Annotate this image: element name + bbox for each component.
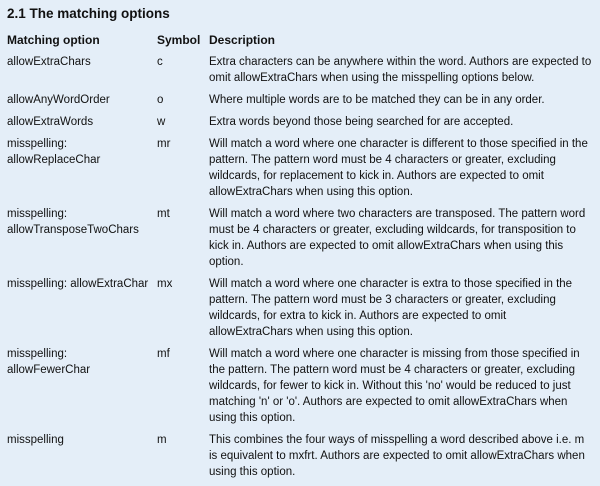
table-row [0,432,600,480]
table-row [0,276,600,340]
table-row [0,54,600,86]
options-table [0,54,600,486]
option-description: Will match a word where one character is missing from those specified in the pattern. The pattern word must be 4 characters or greater, excluding wildcards, for fewer to kick in. Without this 'no' would be reduced to just matching 'n' or 'o'. Authors are expected to omit allowExtraChars when using this option. [209,348,580,424]
option-description: Where multiple words are to be matched they can be in any order. [209,94,545,106]
option-name: allowAnyWordOrder [7,94,110,106]
option-symbol: m [157,434,167,446]
option-description: This combines the four ways of misspelling a word described above i.e. m is equivalent to mxfrt. Authors are expected to omit allowExtraChars when using this option. [209,434,585,478]
option-name: misspelling [7,434,64,446]
option-description: Will match a word where one character is extra to those specified in the pattern. The pattern word must be 3 characters or greater, excluding wildcards, for extra to kick in. Authors are expected to omit allowExtraChars when using this option. [209,278,573,338]
table-row [0,346,600,426]
option-name: misspelling: allowExtraChar [7,278,149,290]
option-symbol: w [157,116,166,128]
option-symbol: mr [157,138,171,150]
option-description: Will match a word where one character is different to those specified in the pattern. The pattern word must be 4 characters or greater, excluding wildcards, for replacement to kick in. Authors are expected to omit allowExtraChars when using this option. [209,138,588,198]
table-row [0,92,600,108]
option-description: Extra characters can be anywhere within the word. Authors are expected to omit allowExtraChars when using the misspelling options below. [209,56,592,84]
option-description: Will match a word where two characters are transposed. The pattern word must be 4 characters or greater, excluding wildcards, for transposition to kick in. Authors are expected to omit allowExtraChars when using this option. [209,208,586,268]
option-name: misspelling: allowFewerChar [7,348,91,376]
section-title: 2.1 The matching options [7,6,170,21]
table-row [0,114,600,130]
option-name: misspelling: allowTransposeTwoChars [7,208,139,236]
option-name: allowExtraChars [7,56,91,68]
table-row [0,136,600,200]
option-symbol: mx [157,278,173,290]
header-matching-option: Matching option [7,33,100,47]
header-description: Description [209,33,276,47]
header-symbol: Symbol [157,33,201,47]
option-symbol: c [157,56,163,68]
table-row [0,206,600,270]
option-name: misspelling: allowReplaceChar [7,138,101,166]
option-description: Extra words beyond those being searched for are accepted. [209,116,514,128]
option-name: allowExtraWords [7,116,94,128]
option-symbol: o [157,94,164,106]
option-symbol: mt [157,208,170,220]
option-symbol: mf [157,348,170,360]
